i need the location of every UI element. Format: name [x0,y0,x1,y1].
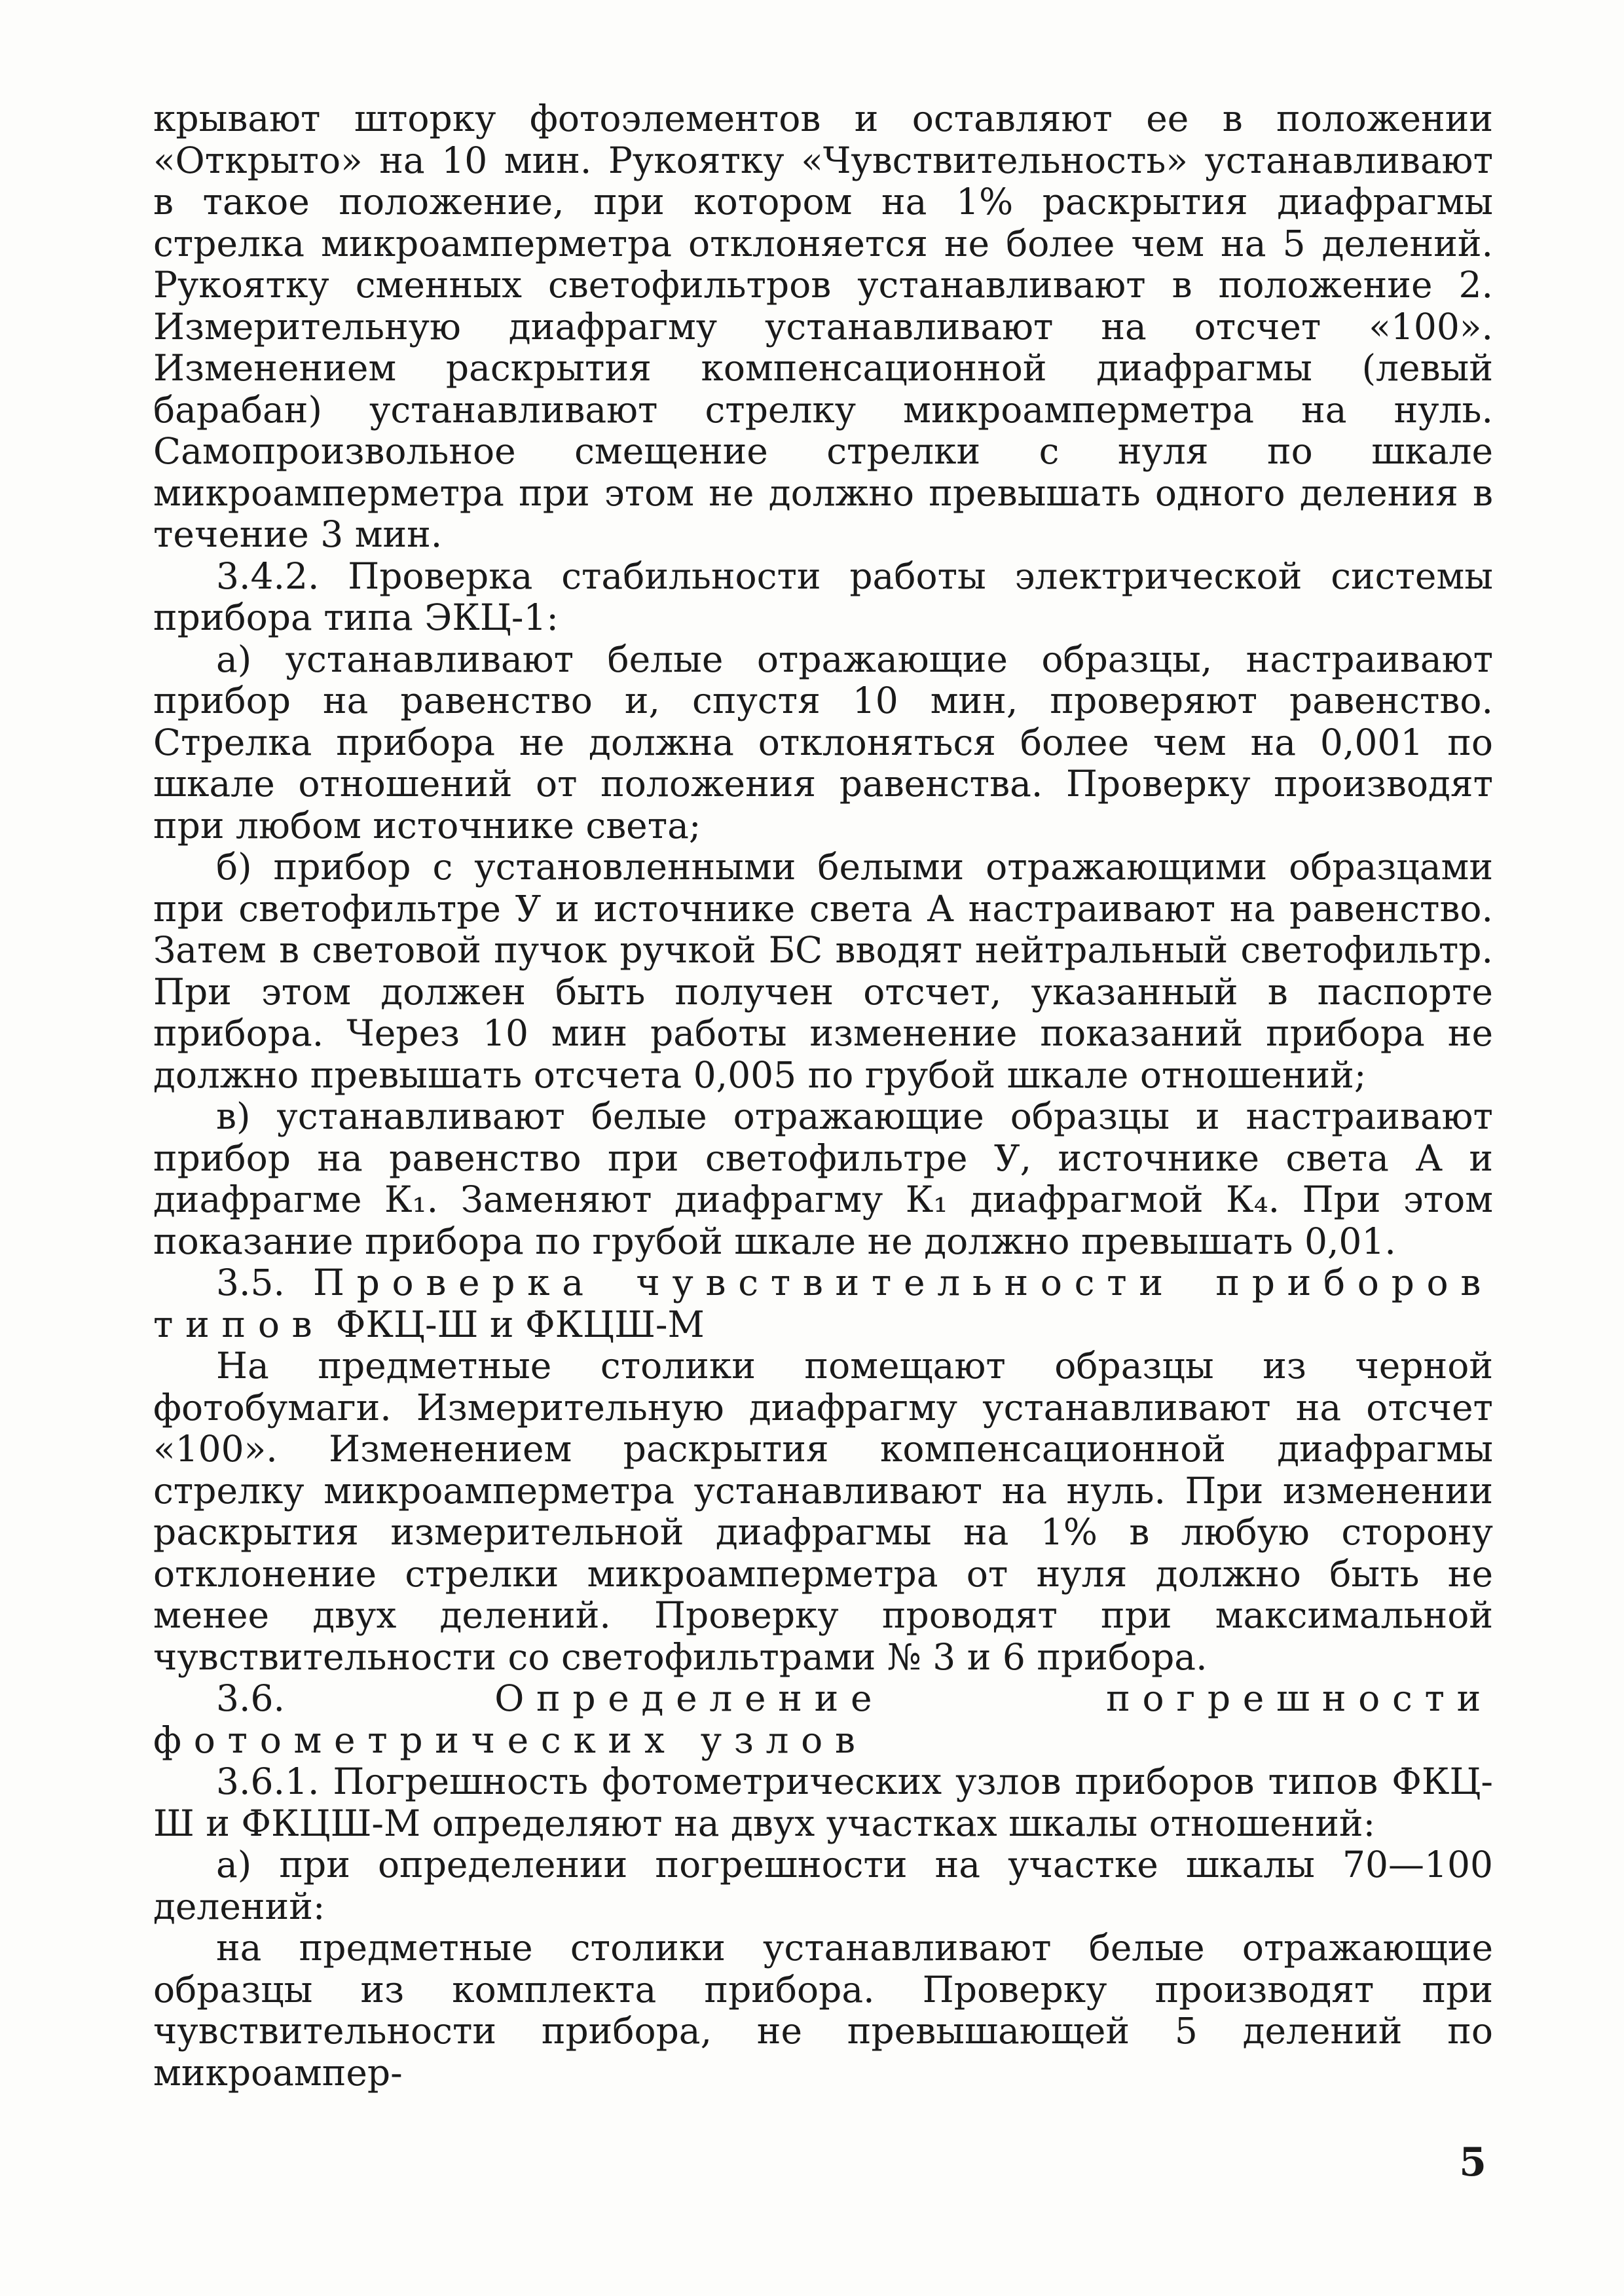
paragraph-item-b: б) прибор с установленными белыми отражающими образцами при светофильтре У и источнике света А настраивают на равенство. Затем в световой пучок ручкой БС вводят нейтральный светофильтр. При этом должен быть получен отсчет, указанный в паспорте прибора. Через 10 мин работы изменение показаний прибора не должно превышать отсчета 0,005 по грубой шкале отношений; [153,846,1493,1096]
paragraph-item-a: а) устанавливают белые отражающие образцы, настраивают прибор на равенство и, спустя 10 мин, проверяют равенство. Стрелка прибора не должна отклоняться более чем на 0,001 по шкале отношений от положения равенства. Проверку производят при любом источнике света; [153,638,1493,847]
paragraph-3-4-2: 3.4.2. Проверка стабильности работы электрической системы прибора типа ЭКЦ-1: [153,555,1493,638]
section-heading-3-5 [153,1262,1493,1345]
paragraph-3-5-body: На предметные столики помещают образцы из черной фотобумаги. Измерительную диафрагму устанавливают на отсчет «100». Изменением раскрытия компенсационной диафрагмы стрелку микроамперметра устанавливают на нуль. При изменении раскрытия измерительной диафрагмы на 1% в любую сторону отклонение стрелки микроамперметра от нуля должно быть не менее двух делений. Проверку проводят при максимальной чувствительности со светофильтрами № 3 и 6 прибора. [153,1345,1493,1678]
section-number: 3.6. [216,1677,285,1719]
section-title-rest: ФКЦ-Ш и ФКЦШ-М [324,1303,705,1345]
paragraph-item-v: в) устанавливают белые отражающие образцы и настраивают прибор на равенство при светофильтре У, источнике света А и диафрагме К₁. Заменяют диафрагму К₁ диафрагмой К₄. При этом показание прибора по грубой шкале не должно превышать 0,01. [153,1095,1493,1262]
paragraph-item-a-2: а) при определении погрешности на участке шкалы 70—100 делений: [153,1844,1493,1927]
section-number: 3.5. [216,1262,285,1303]
section-title-spaced: Определение погрешности фотометрических узлов [153,1677,1493,1761]
page-number: 5 [1459,2140,1486,2185]
body-text [153,98,1493,2094]
paragraph-intro: крывают шторку фотоэлементов и оставляют ее в положении «Открыто» на 10 мин. Рукоятку «Чувствительность» устанавливают в такое положение, при котором на 1% раскрытия диафрагмы стрелка микроамперметра отклоняется не более чем на 5 делений. Рукоятку сменных светофильтров устанавливают в положение 2. Измерительную диафрагму устанавливают на отсчет «100». Изменением раскрытия компенсационной диафрагмы (левый барабан) устанавливают стрелку микроамперметра на нуль. Самопроизвольное смещение стрелки с нуля по шкале микроамперметра при этом не должно превышать одного деления в течение 3 мин. [153,98,1493,555]
paragraph-final: на предметные столики устанавливают белые отражающие образцы из комплекта прибора. Проверку производят при чувствительности прибора, не превышающей 5 делений по микроампер- [153,1927,1493,2094]
section-title-spaced: Проверка чувствительности приборов типов [153,1262,1494,1345]
section-heading-3-6 [153,1678,1493,1761]
paragraph-3-6-1: 3.6.1. Погрешность фотометрических узлов приборов типов ФКЦ-Ш и ФКЦШ-М определяют на двух участках шкалы отношений: [153,1760,1493,1844]
